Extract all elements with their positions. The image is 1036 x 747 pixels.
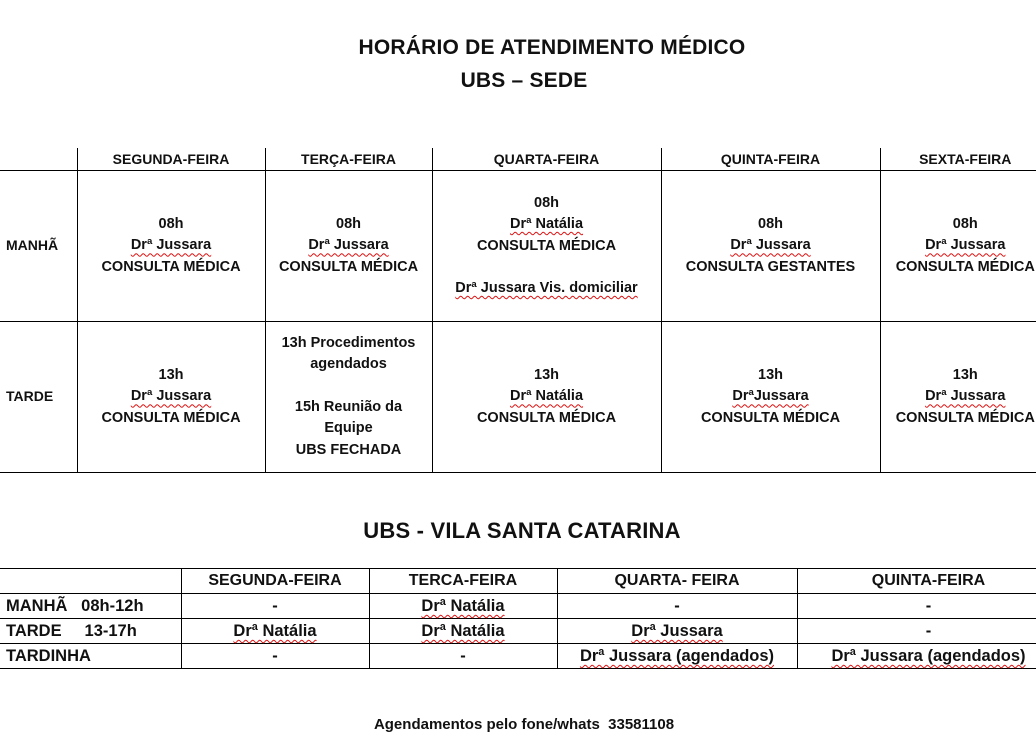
note-line: agendados: [310, 356, 387, 373]
table-row-manha: [0, 171, 1036, 322]
table-row-tarde: [0, 322, 1036, 473]
time: 08h: [158, 215, 184, 232]
activity: CONSULTA MÉDICA: [700, 409, 841, 426]
doctor: Drª Jussara: [730, 237, 811, 254]
doctor: Drª Jussara: [308, 237, 389, 254]
header-row: [0, 148, 1036, 171]
doctor: Drª Jussara: [130, 237, 212, 254]
activity: CONSULTA MÉDICA: [476, 237, 617, 254]
day-header: QUINTA-FEIRA: [661, 148, 880, 171]
activity: CONSULTA MÉDICA: [278, 258, 419, 275]
corner-cell: [0, 148, 77, 171]
row-label: TARDE: [0, 322, 77, 473]
activity: CONSULTA MÉDICA: [101, 409, 241, 426]
extra-note: Drª Jussara Vis. domiciliar: [455, 280, 638, 296]
day-header: TERÇA-FEIRA: [265, 148, 432, 171]
day-header: QUARTA- FEIRA: [557, 569, 797, 594]
schedule-cell: [880, 322, 1036, 473]
schedule-cell: -: [797, 594, 1036, 619]
corner-cell: [0, 569, 181, 594]
schedule-cell: [265, 171, 432, 322]
time: 13h: [952, 366, 978, 383]
schedule-cell: -: [369, 644, 557, 669]
activity: CONSULTA MÉDICA: [476, 409, 617, 426]
schedule-cell: Drª Natália: [369, 619, 557, 644]
time: 13h: [534, 366, 559, 383]
row-label: MANHÃ 08h-12h: [0, 594, 181, 619]
day-header: SEGUNDA-FEIRA: [181, 569, 369, 594]
activity: CONSULTA MÉDICA: [895, 258, 1035, 275]
doctor: Drª Jussara: [925, 237, 1006, 254]
time: 08h: [534, 194, 559, 211]
section-title-vila: UBS - VILA SANTA CATARINA: [363, 518, 681, 543]
doctor: Drª Jussara: [130, 388, 212, 405]
schedule-cell: [265, 322, 432, 473]
row-label: MANHÃ: [0, 171, 77, 322]
table-row: [0, 644, 1036, 669]
schedule-cell: -: [181, 644, 369, 669]
note-line: 13h Procedimentos: [281, 334, 416, 351]
page-title: HORÁRIO DE ATENDIMENTO MÉDICO: [358, 36, 746, 59]
doctor: Drª Natália: [509, 216, 584, 232]
schedule-table-vila: [0, 568, 1036, 669]
schedule-cell: [77, 171, 265, 322]
schedule-cell: [880, 171, 1036, 322]
activity: CONSULTA MÉDICA: [101, 258, 241, 275]
note-line: Equipe: [324, 420, 373, 437]
schedule-cell: Drª Jussara (agendados): [557, 644, 797, 669]
doctor: Drª Natália: [509, 388, 584, 405]
day-header: QUINTA-FEIRA: [797, 569, 1036, 594]
day-header: QUARTA-FEIRA: [432, 148, 661, 171]
activity: CONSULTA GESTANTES: [685, 258, 856, 275]
time: 13h: [758, 366, 783, 383]
note-line: 15h Reunião da: [294, 398, 403, 415]
schedule-cell: Drª Jussara: [557, 619, 797, 644]
table-row: [0, 594, 1036, 619]
schedule-cell: -: [797, 619, 1036, 644]
schedule-cell: Drª Natália: [369, 594, 557, 619]
time: 13h: [158, 366, 184, 383]
doctor: DrªJussara: [732, 388, 809, 405]
day-header: SEGUNDA-FEIRA: [77, 148, 265, 171]
time: 08h: [336, 215, 361, 232]
contact-footer: Agendamentos pelo fone/whats 33581108: [373, 716, 675, 733]
schedule-cell: -: [557, 594, 797, 619]
activity: CONSULTA MÉDICA: [895, 409, 1035, 426]
schedule-cell: [432, 322, 661, 473]
time: 08h: [758, 215, 783, 232]
schedule-cell: Drª Jussara (agendados): [797, 644, 1036, 669]
schedule-cell: -: [181, 594, 369, 619]
section-title-sede: UBS – SEDE: [460, 69, 588, 92]
schedule-cell: [432, 171, 661, 322]
row-label: TARDE 13-17h: [0, 619, 181, 644]
row-label: TARDINHA: [0, 644, 181, 669]
table-row: [0, 619, 1036, 644]
schedule-cell: [661, 171, 880, 322]
schedule-cell: Drª Natália: [181, 619, 369, 644]
schedule-table-sede: [0, 148, 1036, 473]
note-line: UBS FECHADA: [295, 441, 402, 458]
doctor: Drª Jussara: [925, 388, 1006, 405]
time: 08h: [952, 215, 978, 232]
header-row: [0, 569, 1036, 594]
day-header: SEXTA-FEIRA: [880, 148, 1036, 171]
schedule-cell: [77, 322, 265, 473]
schedule-cell: [661, 322, 880, 473]
day-header: TERCA-FEIRA: [369, 569, 557, 594]
